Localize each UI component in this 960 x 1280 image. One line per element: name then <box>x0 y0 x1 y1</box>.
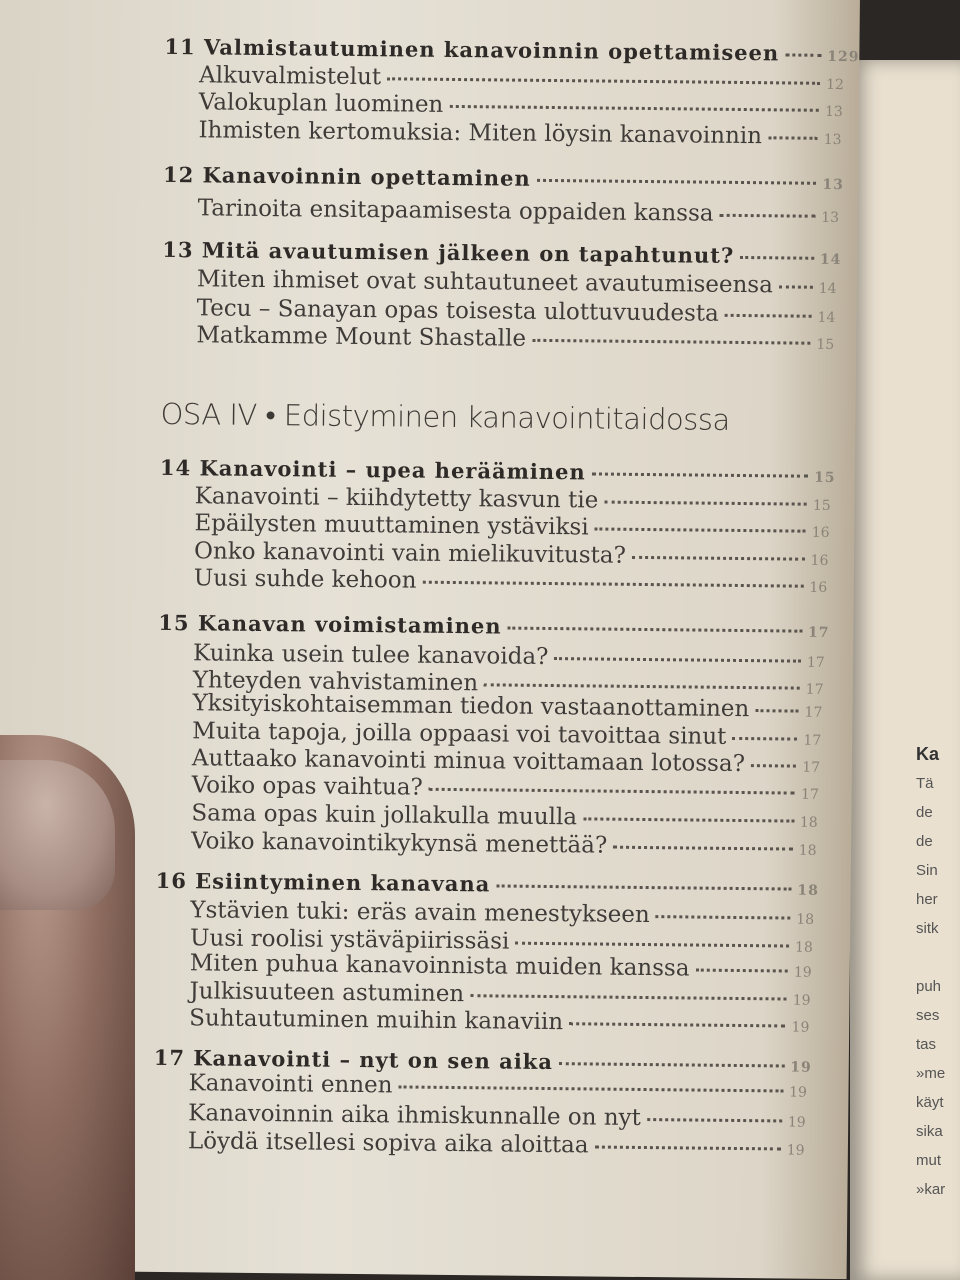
entry-title: Löydä itsellesi sopiva aika aloittaa <box>187 1128 589 1159</box>
dot-leader <box>422 581 803 588</box>
entry-title: Kanavoinnin aika ihmiskunnalle on nyt <box>188 1100 642 1131</box>
dot-leader <box>569 1022 786 1027</box>
facing-line: tas <box>916 1036 937 1053</box>
facing-line: sitk <box>916 920 939 937</box>
dot-leader <box>755 709 798 712</box>
facing-line: ses <box>916 1007 940 1024</box>
section-title: OSA IV • Edistyminen kanavointitaidossa <box>160 396 730 437</box>
page-number: 18 <box>796 911 815 928</box>
page-number: 17 <box>802 759 821 776</box>
entry-title: Miten ihmiset ovat suhtautuneet avautumiseensa <box>196 266 774 299</box>
page-number: 15 <box>814 469 836 486</box>
toc-entry <box>188 1070 811 1103</box>
dot-leader <box>496 884 791 890</box>
dot-leader <box>725 314 812 318</box>
entry-title: 12 Kanavoinnin opettaminen <box>162 161 531 191</box>
dot-leader <box>554 657 800 663</box>
dot-leader <box>515 942 789 948</box>
entry-title: Matkamme Mount Shastalle <box>196 322 527 352</box>
toc-entry <box>198 117 846 150</box>
entry-title: 17 Kanavointi – nyt on sen aika <box>153 1044 554 1075</box>
toc-entry <box>189 1005 814 1038</box>
facing-line: puh <box>916 978 942 995</box>
page-number: 12 <box>826 76 845 94</box>
page-number: 129 <box>827 48 860 66</box>
toc-chapter <box>164 33 860 66</box>
facing-line: käyt <box>916 1094 944 1111</box>
toc-entry <box>190 950 816 983</box>
page-number: 19 <box>791 1019 810 1036</box>
entry-title: Yhteyden vahvistaminen <box>192 667 479 697</box>
dot-leader <box>595 1145 781 1150</box>
dot-leader <box>449 105 819 112</box>
page-number: 13 <box>822 176 845 194</box>
entry-title: 13 Mitä avautumisen jälkeen on tapahtunut? <box>162 236 735 268</box>
dot-leader <box>656 915 791 919</box>
toc-entry <box>194 565 832 598</box>
entry-title: Tarinoita ensitapaamisesta oppaiden kanssa <box>197 195 714 227</box>
dot-leader <box>592 472 808 477</box>
page-number: 14 <box>819 251 842 269</box>
facing-line: Sin <box>916 862 938 879</box>
entry-title: Voiko opas vaihtua? <box>191 772 423 801</box>
dot-leader <box>740 256 814 260</box>
dot-leader <box>751 764 796 767</box>
dot-leader <box>695 969 787 973</box>
entry-title: Ihmisten kertomuksia: Miten löysin kanavoinnin <box>198 117 763 150</box>
page-number: 18 <box>798 842 817 859</box>
dot-leader <box>429 788 795 795</box>
toc-entry <box>199 89 847 122</box>
dot-leader <box>484 683 800 689</box>
entry-title: Uusi suhde kehoon <box>193 565 417 594</box>
dot-leader <box>470 994 787 1000</box>
dot-leader <box>559 1062 784 1067</box>
toc-chapter <box>162 237 842 269</box>
entry-title: Auttaako kanavointi minua voittamaan lotossa? <box>191 745 746 778</box>
facing-line: de <box>916 804 933 821</box>
toc-entry <box>191 800 822 833</box>
page-number: 13 <box>821 209 840 227</box>
toc-chapter <box>160 455 836 487</box>
toc-entry <box>190 897 818 930</box>
page-number: 13 <box>823 131 842 149</box>
facing-line: »kar <box>916 1181 946 1198</box>
page-number: 17 <box>803 732 822 749</box>
toc-entry <box>191 828 821 861</box>
entry-title: Kanavointi ennen <box>188 1070 393 1099</box>
toc-entry <box>196 322 838 355</box>
facing-heading: Ka <box>916 744 940 764</box>
entry-title: Suhtautuminen muihin kanaviin <box>189 1005 564 1036</box>
page-number: 18 <box>797 882 819 899</box>
toc-chapter <box>158 610 830 642</box>
dot-leader <box>647 1118 782 1122</box>
page-number: 19 <box>792 992 811 1009</box>
page-number: 18 <box>799 814 818 831</box>
entry-title: Kuinka usein tulee kanavoida? <box>192 640 549 670</box>
page-number: 16 <box>810 552 829 569</box>
entry-title: Kanavointi – kiihdytetty kasvun tie <box>194 483 599 514</box>
dot-leader <box>732 737 797 741</box>
toc-chapter <box>163 162 845 194</box>
facing-line: de <box>916 833 933 850</box>
page-number: 19 <box>787 1114 806 1131</box>
entry-title: Ystävien tuki: eräs avain menestykseen <box>190 897 650 929</box>
dot-leader <box>779 285 813 288</box>
dot-leader <box>720 214 816 218</box>
page-number: 16 <box>809 579 828 596</box>
page-number: 19 <box>790 1059 812 1076</box>
dot-leader <box>595 527 806 532</box>
toc-entry <box>198 195 844 228</box>
entry-title: Valokuplan luominen <box>198 89 444 118</box>
page-number: 13 <box>824 103 843 121</box>
entry-title: Onko kanavointi vain mielikuvitusta? <box>193 538 627 569</box>
entry-title: 16 Esiintyminen kanavana <box>155 867 491 897</box>
page-number: 17 <box>807 624 830 641</box>
facing-line: her <box>916 891 938 908</box>
dot-leader <box>613 846 793 851</box>
entry-title: Uusi roolisi ystäväpiirissäsi <box>189 925 510 955</box>
entry-title: 11 Valmistautuminen kanavoinnin opettamiseen <box>164 33 780 66</box>
entry-title: Tecu – Sanayan opas toisesta ulottuvuudesta <box>196 295 719 327</box>
page-number: 14 <box>818 280 837 297</box>
dot-leader <box>785 53 821 56</box>
entry-title: Miten puhua kanavoinnista muiden kanssa <box>189 950 690 982</box>
page-number: 14 <box>817 309 836 326</box>
toc-entry <box>197 266 841 299</box>
facing-page <box>850 60 960 1280</box>
toc-entry <box>188 1100 810 1133</box>
toc-entry <box>192 772 824 805</box>
facing-line: »me <box>916 1065 946 1082</box>
toc-entry <box>192 690 826 723</box>
facing-line: Tä <box>916 775 934 792</box>
entry-title: Yksityiskohtaisemman tiedon vastaanottaminen <box>192 690 750 723</box>
entry-title: 14 Kanavointi – upea herääminen <box>159 454 586 485</box>
dot-leader <box>532 339 810 345</box>
facing-line: sika <box>916 1123 943 1140</box>
dot-leader <box>768 136 818 140</box>
page-number: 19 <box>793 964 812 981</box>
dot-leader <box>387 77 820 85</box>
dot-leader <box>537 179 817 185</box>
page-number: 15 <box>812 497 831 514</box>
dot-leader <box>583 817 794 822</box>
entry-title: Muita tapoja, joilla oppaasi voi tavoittaa sinut <box>192 718 727 750</box>
dot-leader <box>632 556 805 561</box>
entry-title: Epäilysten muuttaminen ystäviksi <box>194 510 589 541</box>
entry-title: Julkisuuteen astuminen <box>189 978 465 1008</box>
entry-title: 15 Kanavan voimistaminen <box>158 609 502 639</box>
dot-leader <box>399 1085 784 1092</box>
page-number: 17 <box>806 654 825 671</box>
page-number: 18 <box>794 939 813 956</box>
facing-line <box>916 943 945 972</box>
page-number: 17 <box>801 786 819 803</box>
facing-line: mut <box>916 1152 942 1169</box>
page-number: 15 <box>816 336 835 353</box>
entry-title: Voiko kanavointikykynsä menettää? <box>190 828 608 859</box>
entry-title: Sama opas kuin jollakulla muulla <box>191 800 578 831</box>
page-number: 16 <box>811 524 830 541</box>
page-number: 19 <box>789 1084 808 1101</box>
toc-entry <box>194 510 834 543</box>
page-number: 17 <box>804 704 823 721</box>
dot-leader <box>508 627 802 633</box>
facing-page-text <box>916 740 945 1204</box>
entry-title: Alkuvalmistelut <box>198 62 382 91</box>
toc-chapter <box>156 868 820 900</box>
toc-entry <box>188 1128 809 1161</box>
page-number: 19 <box>786 1142 805 1159</box>
dot-leader <box>604 501 807 506</box>
page-number: 17 <box>805 681 824 698</box>
